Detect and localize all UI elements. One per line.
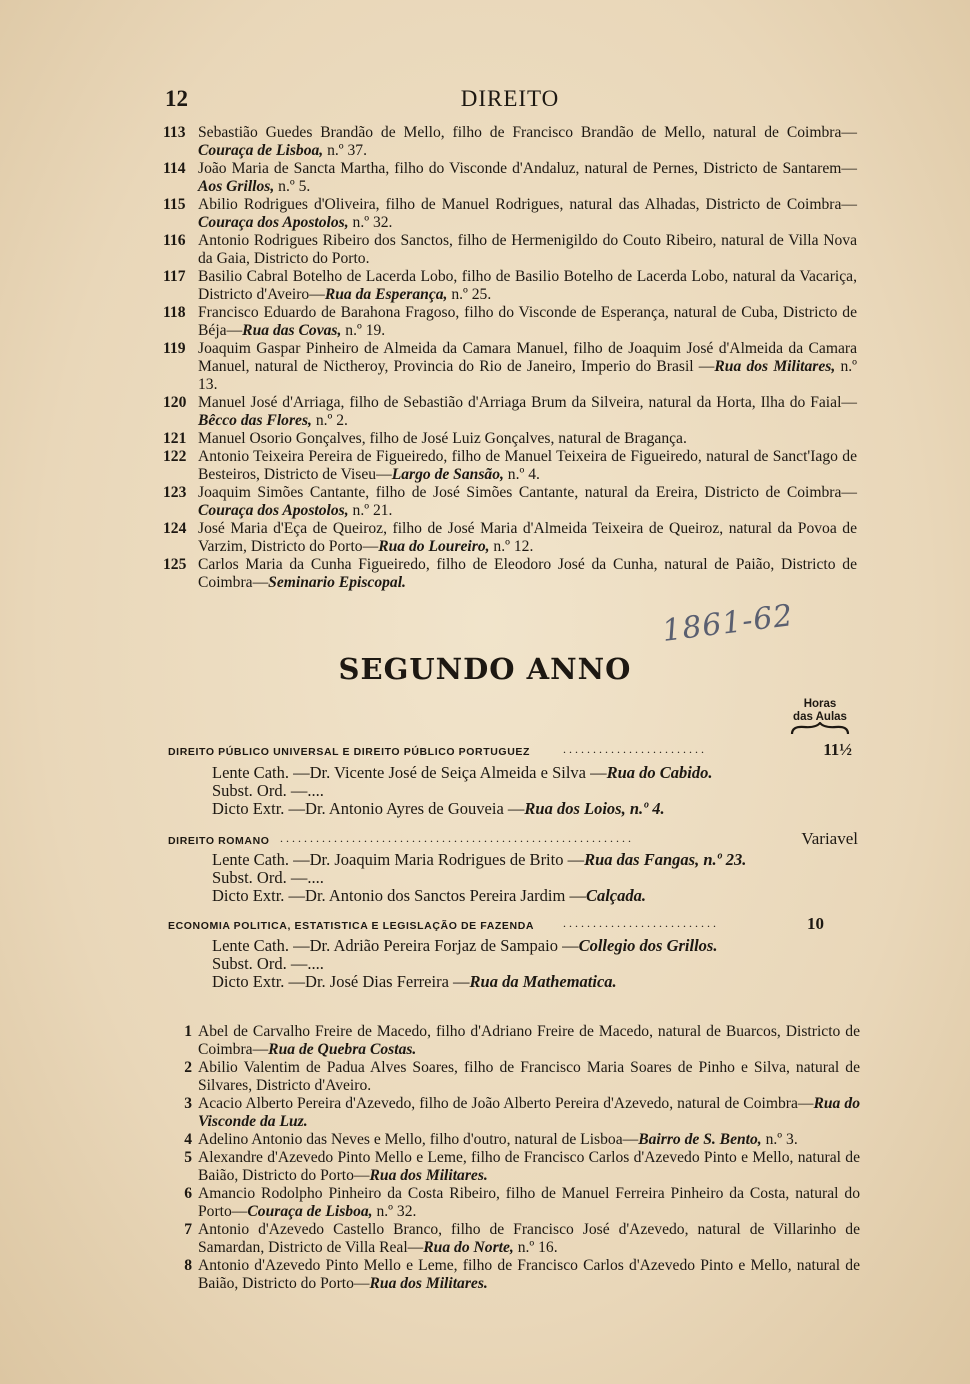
list-item	[163, 394, 857, 430]
entry-number: 124	[163, 520, 187, 537]
entry-house-number: n.º 5.	[274, 178, 311, 195]
entry-number: 125	[163, 556, 187, 573]
entry-description: João Maria de Sancta Martha, filho do Visconde d'Andaluz, natural de Pernes, Districto de Santarem—	[198, 160, 857, 177]
entry-text	[198, 520, 857, 556]
entry-house-number: n.º 3.	[761, 1131, 798, 1148]
list-item	[163, 448, 857, 484]
staff-line: Dicto Extr. —Dr. Antonio Ayres de Gouveia —Rua dos Loios, n.º 4.	[212, 799, 665, 818]
running-title: DIREITO	[460, 86, 560, 111]
leader-dots: ........................	[563, 742, 707, 756]
entry-description: Francisco Eduardo de Barahona Fragoso, filho do Visconde de Esperança, natural de Cuba, Districto de Béja—	[198, 304, 857, 339]
staff-line: Subst. Ord. —....	[212, 868, 324, 887]
entry-text	[198, 232, 857, 268]
list-item	[174, 1149, 860, 1185]
staff-line: Subst. Ord. —....	[212, 954, 324, 973]
entry-house-number: n.º 32.	[348, 214, 393, 231]
entry-address: Couraça de Lisboa,	[198, 142, 324, 159]
entry-number: 117	[163, 268, 186, 285]
entry-number: 122	[163, 448, 187, 465]
list-item	[163, 304, 857, 340]
hours-label-line-1: Horas	[803, 698, 837, 710]
staff-line: Lente Cath. —Dr. Adrião Pereira Forjaz de Sampaio —Collegio dos Grillos.	[212, 936, 718, 955]
entry-text	[198, 484, 857, 520]
entry-text	[198, 160, 857, 196]
subject-hours: Variavel	[801, 829, 858, 848]
list-item	[163, 124, 857, 160]
list-item	[163, 196, 857, 232]
hours-label-line-2: das Aulas	[793, 711, 847, 723]
handwritten-note: 1861-62	[660, 598, 796, 649]
entry-address: Couraça dos Apostolos,	[198, 502, 349, 519]
entry-address: Rua do Loureiro,	[378, 538, 490, 555]
entry-house-number: n.º 21.	[348, 502, 393, 519]
entry-text	[198, 124, 857, 160]
entry-description: Alexandre d'Azevedo Pinto Mello e Leme, filho de Francisco Carlos d'Azevedo Pinto e Mello, natural de Baião, Districto do Porto—	[198, 1149, 860, 1184]
entry-text	[198, 1221, 860, 1257]
list-item	[163, 484, 857, 520]
entry-text	[198, 556, 857, 592]
entry-description: Manuel Osorio Gonçalves, filho de José Luiz Gonçalves, natural de Bragança.	[198, 430, 687, 447]
list-item	[163, 430, 857, 448]
entry-address: Couraça de Lisboa,	[247, 1203, 373, 1220]
entry-description: Antonio Rodrigues Ribeiro dos Sanctos, filho de Hermenigildo do Couto Ribeiro, natural de Villa Nova da Gaia, Districto do Porto.	[198, 232, 857, 267]
list-item	[174, 1221, 860, 1257]
student-list-second-year	[174, 1023, 860, 1293]
subject-hours: 11½	[823, 740, 852, 759]
entry-address: Seminario Episcopal.	[268, 574, 406, 591]
leader-dots: ..........................	[563, 916, 719, 930]
list-item	[163, 520, 857, 556]
entry-house-number: n.º 2.	[311, 412, 348, 429]
entry-text	[198, 394, 857, 430]
curly-brace-icon	[790, 722, 850, 736]
entry-description: José Maria d'Eça de Queiroz, filho de José Maria d'Almeida Teixeira de Queiroz, natural da Povoa de Varzim, Districto do Porto—	[198, 520, 857, 555]
list-item	[174, 1095, 860, 1131]
list-item	[163, 556, 857, 592]
staff-line: Lente Cath. —Dr. Vicente José de Seiça Almeida e Silva —Rua do Cabido.	[212, 763, 713, 782]
subject-name: ECONOMIA POLITICA, ESTATISTICA E LEGISLAÇÃO DE FAZENDA	[168, 920, 535, 932]
subject-row	[168, 740, 858, 760]
entry-number: 2	[184, 1059, 192, 1076]
subject-hours: 10	[807, 914, 824, 933]
entry-text	[198, 1095, 860, 1131]
student-list-first-year	[163, 124, 857, 592]
entry-text	[198, 1131, 860, 1149]
entry-house-number: n.º 16.	[513, 1239, 558, 1256]
entry-description: Joaquim Simões Cantante, filho de José Simões Cantante, natural da Ereira, Districto de Coimbra—	[198, 484, 857, 501]
entry-text	[198, 340, 857, 394]
entry-house-number: n.º 37.	[323, 142, 368, 159]
entry-address: Rua do Norte,	[423, 1239, 514, 1256]
entry-number: 113	[163, 124, 186, 141]
entry-address: Rua do Visconde da Luz.	[198, 1095, 860, 1130]
entry-address: Rua das Covas,	[242, 322, 342, 339]
entry-description: Antonio d'Azevedo Castello Branco, filho de Francisco José d'Azevedo, natural de Villarinho de Samardan, Districto de Villa Real—	[198, 1221, 860, 1256]
list-item	[174, 1059, 860, 1095]
entry-text	[198, 196, 857, 232]
entry-text	[198, 1257, 860, 1293]
subject-row	[168, 914, 858, 934]
entry-number: 114	[163, 160, 186, 177]
list-item	[174, 1257, 860, 1293]
subject-name: DIREITO PÚBLICO UNIVERSAL E DIREITO PÚBLICO PORTUGUEZ	[168, 746, 530, 758]
entry-description: Abel de Carvalho Freire de Macedo, filho d'Adriano Freire de Macedo, natural de Buarcos, Districto de Coimbra—	[198, 1023, 860, 1058]
section-title: SEGUNDO ANNO	[338, 652, 632, 686]
entry-house-number: n.º 19.	[341, 322, 386, 339]
entry-description: Antonio Teixeira Pereira de Figueiredo, filho de Manuel Teixeira de Figueiredo, natural de Sanct'Iago de Besteiros, Districto de Viseu—	[198, 448, 857, 483]
subject-staff	[212, 851, 812, 905]
entry-address: Couraça dos Apostolos,	[198, 214, 349, 231]
entry-address: Rua de Quebra Costas.	[268, 1041, 417, 1058]
entry-number: 4	[184, 1131, 192, 1148]
page-number: 12	[165, 86, 188, 111]
list-item	[174, 1023, 860, 1059]
entry-address: Rua dos Militares.	[369, 1275, 488, 1292]
list-item	[163, 268, 857, 304]
entry-house-number: n.º 12.	[489, 538, 534, 555]
staff-line: Dicto Extr. —Dr. José Dias Ferreira —Rua da Mathematica.	[212, 972, 617, 991]
entry-description: Sebastião Guedes Brandão de Mello, filho de Francisco Brandão de Mello, natural de Coimbra—	[198, 124, 857, 141]
entry-text	[198, 1185, 860, 1221]
entry-description: Abilio Valentim de Padua Alves Soares, filho de Francisco Maria Soares de Pinho e Silva, natural de Silvares, Districto d'Aveiro.	[198, 1059, 860, 1094]
entry-house-number: n.º 32.	[372, 1203, 417, 1220]
entry-number: 8	[184, 1257, 192, 1274]
entry-number: 3	[184, 1095, 192, 1112]
entry-description: Basilio Cabral Botelho de Lacerda Lobo, filho de Basilio Botelho de Lacerda Lobo, natural da Vacariça, Districto d'Aveiro—	[198, 268, 857, 303]
entry-house-number: n.º 25.	[447, 286, 492, 303]
entry-description: Adelino Antonio das Neves e Mello, filho d'outro, natural de Lisboa—	[198, 1131, 639, 1148]
entry-number: 6	[184, 1185, 192, 1202]
entry-house-number: n.º 4.	[503, 466, 540, 483]
entry-text	[198, 1023, 860, 1059]
entry-address: Bairro de S. Bento,	[638, 1131, 762, 1148]
staff-line: Lente Cath. —Dr. Joaquim Maria Rodrigues de Brito —Rua das Fangas, n.º 23.	[212, 850, 747, 869]
entry-address: Largo de Sansão,	[391, 466, 504, 483]
entry-text	[198, 304, 857, 340]
entry-description: Joaquim Gaspar Pinheiro de Almeida da Camara Manuel, filho de Joaquim José d'Almeida da Camara Manuel, natural de Nictheroy, Provincia do Rio de Janeiro, Imperio do Brasil —	[198, 340, 857, 375]
entry-text	[198, 448, 857, 484]
entry-description: Abilio Rodrigues d'Oliveira, filho de Manuel Rodrigues, natural das Alhadas, Districto de Coimbra—	[198, 196, 857, 213]
entry-number: 5	[184, 1149, 192, 1166]
staff-line: Subst. Ord. —....	[212, 781, 324, 800]
subject-row	[168, 829, 858, 849]
entry-number: 121	[163, 430, 187, 447]
entry-number: 115	[163, 196, 186, 213]
entry-description: Manuel José d'Arriaga, filho de Sebastião d'Arriaga Brum da Silveira, natural da Horta, Ilha do Faial—	[198, 394, 857, 411]
entry-number: 120	[163, 394, 187, 411]
entry-address: Bêcco das Flores,	[198, 412, 312, 429]
entry-description: Carlos Maria da Cunha Figueiredo, filho de Eleodoro José da Cunha, natural de Paião, Districto de Coimbra—	[198, 556, 857, 591]
entry-number: 118	[163, 304, 186, 321]
entry-number: 123	[163, 484, 187, 501]
entry-number: 1	[184, 1023, 192, 1040]
hours-column-label	[788, 698, 852, 724]
entry-description: Acacio Alberto Pereira d'Azevedo, filho de João Alberto Pereira d'Azevedo, natural de Coimbra—	[198, 1095, 814, 1112]
entry-house-number: n.º 13.	[198, 358, 858, 393]
list-item	[163, 340, 857, 394]
subject-staff	[212, 764, 812, 818]
entry-address: Rua dos Militares,	[714, 358, 836, 375]
page-header	[165, 86, 855, 118]
entry-address: Rua dos Militares.	[369, 1167, 488, 1184]
entry-number: 116	[163, 232, 186, 249]
list-item	[174, 1131, 860, 1149]
entry-description: Amancio Rodolpho Pinheiro da Costa Ribeiro, filho de Manuel Ferreira Pinheiro da Costa, natural do Porto—	[198, 1185, 860, 1220]
subject-staff	[212, 937, 812, 991]
entry-number: 119	[163, 340, 186, 357]
subject-name: DIREITO ROMANO	[168, 835, 270, 847]
entry-text	[198, 1059, 860, 1095]
entry-number: 7	[184, 1221, 192, 1238]
entry-text	[198, 430, 857, 448]
entry-address: Rua da Esperança,	[324, 286, 448, 303]
staff-line: Dicto Extr. —Dr. Antonio dos Sanctos Pereira Jardim —Calçada.	[212, 886, 647, 905]
list-item	[163, 232, 857, 268]
entry-description: Antonio d'Azevedo Pinto Mello e Leme, filho de Francisco Carlos d'Azevedo Pinto e Mello, natural de Baião, Districto do Porto—	[198, 1257, 860, 1292]
entry-text	[198, 1149, 860, 1185]
list-item	[174, 1185, 860, 1221]
entry-text	[198, 268, 857, 304]
list-item	[163, 160, 857, 196]
leader-dots: ...........................................................	[280, 831, 634, 845]
entry-address: Aos Grillos,	[198, 178, 275, 195]
